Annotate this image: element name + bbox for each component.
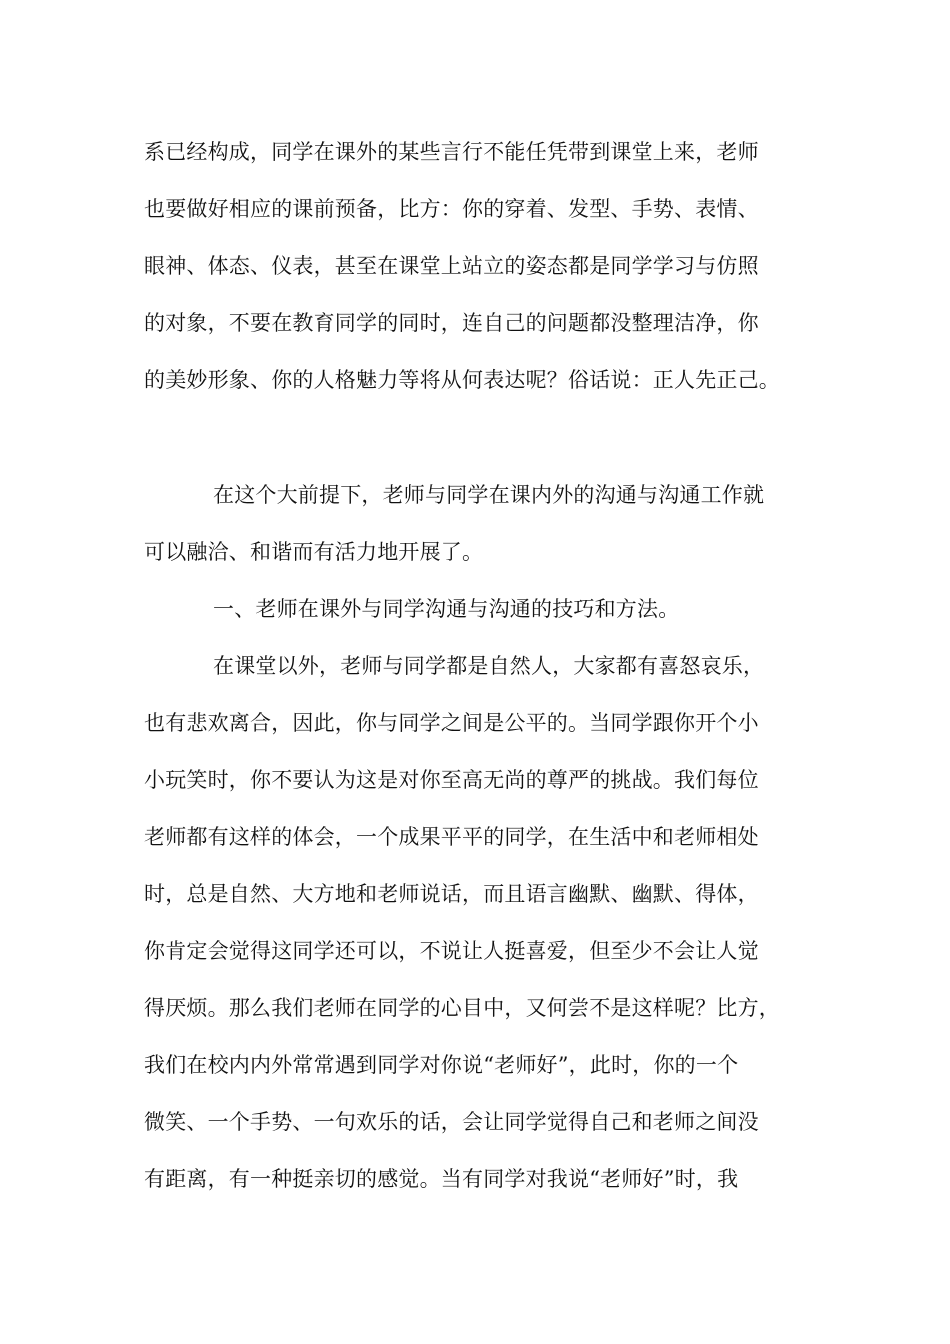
text-line: 也有悲欢离合，因此，你与同学之间是公平的。当同学跟你开个小 bbox=[144, 711, 759, 735]
text-line: 系已经构成，同学在课外的某些言行不能任凭带到课堂上来，老师 bbox=[144, 140, 759, 164]
paragraph-start-line: 在课堂以外，老师与同学都是自然人，大家都有喜怒哀乐， bbox=[213, 654, 765, 678]
text-line: 的美妙形象、你的人格魅力等将从何表达呢？俗话说：正人先正己。 bbox=[144, 368, 780, 392]
text-line: 时，总是自然、大方地和老师说话，而且语言幽默、幽默、得体， bbox=[144, 882, 759, 906]
text-line: 的对象，不要在教育同学的同时，连自己的问题都没整理洁净，你 bbox=[144, 311, 759, 335]
text-line: 你肯定会觉得这同学还可以，不说让人挺喜爱，但至少不会让人觉 bbox=[144, 939, 759, 963]
text-line: 有距离，有一种挺亲切的感觉。当有同学对我说“老师好”时，我 bbox=[144, 1167, 739, 1191]
text-line: 也要做好相应的课前预备，比方：你的穿着、发型、手势、表情、 bbox=[144, 197, 759, 221]
text-line: 我们在校内内外常常遇到同学对你说“老师好”，此时，你的一个 bbox=[144, 1053, 739, 1077]
text-line: 微笑、一个手势、一句欢乐的话，会让同学觉得自己和老师之间没 bbox=[144, 1110, 759, 1134]
text-line: 可以融洽、和谐而有活力地开展了。 bbox=[144, 540, 484, 564]
text-line: 小玩笑时，你不要认为这是对你至高无尚的尊严的挑战。我们每位 bbox=[144, 768, 759, 792]
section-heading: 一、老师在课外与同学沟通与沟通的技巧和方法。 bbox=[213, 597, 680, 621]
text-line: 得厌烦。那么我们老师在同学的心目中，又何尝不是这样呢？比方， bbox=[144, 996, 780, 1020]
text-line: 老师都有这样的体会，一个成果平平的同学，在生活中和老师相处 bbox=[144, 825, 759, 849]
text-line: 眼神、体态、仪表，甚至在课堂上站立的姿态都是同学学习与仿照 bbox=[144, 254, 759, 278]
paragraph-start-line: 在这个大前提下，老师与同学在课内外的沟通与沟通工作就 bbox=[213, 483, 765, 507]
